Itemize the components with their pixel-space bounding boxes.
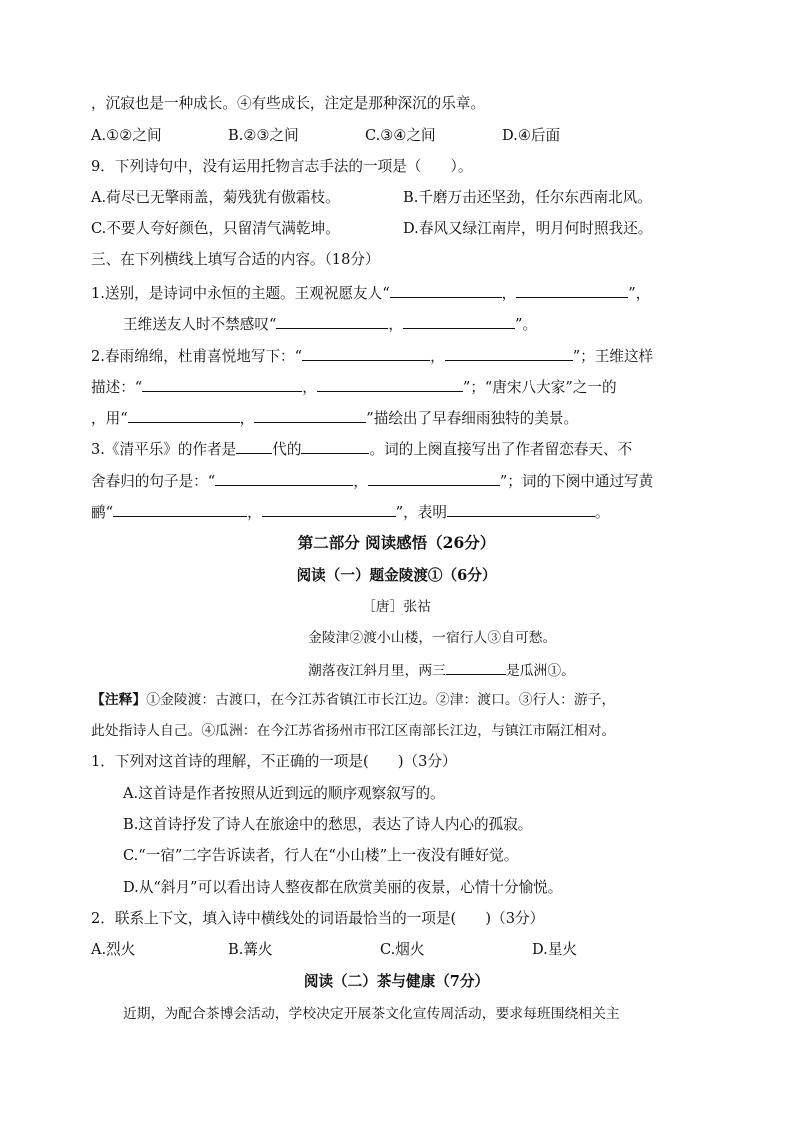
fill-q3-blank-5[interactable]: [447, 501, 595, 517]
q9-option-a[interactable]: A.荷尽已无擎雨盖，菊残犹有傲霜枝。: [91, 189, 340, 206]
fill-q2-blank-5[interactable]: [128, 407, 240, 423]
reading1-q1-option-d[interactable]: D.从“斜月”可以看出诗人整夜都在欣赏美丽的夜景，心情十分愉悦。: [123, 879, 563, 896]
fill-q3-blank-2[interactable]: [368, 470, 500, 486]
fill-q3-text-a: 3.《清平乐》的作者是: [91, 441, 237, 458]
fill-q2-line3: [91, 407, 578, 429]
fill-q1-text-e: ，: [388, 316, 404, 333]
reading1-poem-line1: 金陵津②渡小山楼，一宿行人③自可愁。: [308, 630, 557, 646]
fill-q2-text-i: ”描绘出了早春细雨独特的美景。: [366, 410, 579, 427]
note-text-1: ①金陵渡：古渡口，在今江苏省镇江市长江边。②津：渡口。③行人：游子，: [146, 692, 616, 708]
fill-q1-text-f: ”。: [515, 316, 538, 333]
reading1-title: 阅读（一）题金陵渡①（6分）: [296, 567, 497, 584]
reading1-note-line1: [91, 690, 615, 710]
q9-options-row2: [91, 219, 652, 239]
reading1-q2-option-d[interactable]: D.星火: [532, 941, 578, 958]
q8-option-b[interactable]: B.②③之间: [228, 127, 299, 144]
fill-q1-blank-3[interactable]: [276, 313, 388, 329]
fill-q2-text-e: ，: [302, 379, 317, 396]
fill-q2-line2: [91, 376, 617, 398]
fill-q3-text-e: ，: [353, 473, 368, 490]
reading1-q2-option-c[interactable]: C.烟火: [380, 941, 425, 958]
fill-q2-blank-1[interactable]: [302, 345, 430, 361]
reading1-q1-option-c[interactable]: C.“一宿”二字告诉读者，行人在“小山楼”上一夜没有睡好觉。: [123, 847, 519, 864]
reading2-title: 阅读（二）茶与健康（7分）: [303, 973, 490, 990]
reading1-q2-option-b[interactable]: B.篝火: [228, 941, 273, 958]
fill-q2-text-c: ”；王维这样: [572, 348, 654, 365]
fill-q1-blank-4[interactable]: [403, 313, 515, 329]
fill-q3-blank-dynasty[interactable]: [236, 438, 272, 454]
fill-q1-text-d: 王维送友人时不禁感叹“: [123, 316, 277, 333]
fill-q3-line1: [91, 438, 632, 460]
fill-q2-blank-2[interactable]: [445, 345, 573, 361]
fill-q1-blank-1[interactable]: [390, 282, 502, 298]
fill-q2-blank-4[interactable]: [317, 376, 463, 392]
fill-q3-text-j: 。: [594, 504, 610, 521]
fill-q2-text-h: ，: [239, 410, 255, 427]
reading1-q1-stem: 1．下列对这首诗的理解，不正确的一项是( )（3分）: [91, 753, 457, 770]
reading1-q2-options: [91, 940, 577, 960]
fill-q2-text-d: 描述：“: [91, 379, 143, 396]
q9-option-d[interactable]: D.春风又绿江南岸，明月何时照我还。: [403, 220, 653, 237]
fill-q3-text-f: ”；词的下阕中通过写黄: [499, 473, 654, 490]
poem-blank[interactable]: [446, 659, 506, 675]
fill-q3-blank-3[interactable]: [113, 501, 247, 517]
fill-q1-text-b: ，: [501, 285, 517, 302]
reading1-q2-option-a[interactable]: A.烈火: [91, 941, 136, 958]
fill-q3-blank-1[interactable]: [215, 470, 353, 486]
q8-options: [91, 126, 560, 146]
fill-q1-text-a: 1.送别，是诗词中永恒的主题。王观祝愿友人“: [91, 285, 390, 302]
fill-q1-line2: [123, 313, 537, 335]
note-label: 【注释】: [91, 692, 147, 708]
q8-continuation: ，沉寂也是一种成长。④有些成长，注定是那种深沉的乐章。: [91, 95, 486, 112]
q8-option-a[interactable]: A.①②之间: [91, 127, 162, 144]
fill-q3-text-h: ，: [247, 504, 262, 521]
fill-q2-text-a: 2.春雨绵绵，杜甫喜悦地写下：“: [91, 348, 303, 365]
fill-q3-line2: [91, 470, 653, 492]
q9-option-b[interactable]: B.千磨万击还坚劲，任尔东西南北风。: [403, 189, 652, 206]
fill-q3-blank-4[interactable]: [262, 501, 396, 517]
reading1-note-line2: 此处指诗人自己。④瓜洲：在今江苏省扬州市邗江区南部长江边，与镇江市隔江相对。: [91, 723, 616, 739]
fill-q3-text-i: ”，表明: [395, 504, 447, 521]
fill-q3-line3: [91, 501, 610, 523]
reading1-poem-line2: [308, 659, 575, 681]
part2-title: 第二部分 阅读感悟（26分）: [297, 533, 496, 552]
q9-stem: 9．下列诗句中，没有运用托物言志手法的一项是（ ）。: [91, 158, 473, 175]
q8-option-c[interactable]: C.③④之间: [365, 127, 436, 144]
fill-q1-text-c: ”，: [628, 285, 651, 302]
reading1-q1-option-a[interactable]: A.这首诗是作者按照从近到远的顺序观察叙写的。: [123, 785, 445, 802]
poem-line2-text-b: 是瓜洲①。: [505, 663, 575, 679]
fill-q1-line1: [91, 282, 650, 304]
fill-q2-text-f: ”；“唐宋八大家”之一的: [462, 379, 617, 396]
reading1-q1-option-b[interactable]: B.这首诗抒发了诗人在旅途中的愁思，表达了诗人内心的孤寂。: [123, 816, 533, 833]
fill-q2-text-b: ，: [430, 348, 445, 365]
q9-option-c[interactable]: C.不要人夸好颜色，只留清气满乾坤。: [91, 220, 340, 237]
fill-q2-text-g: ，用“: [91, 410, 128, 427]
fill-q2-blank-3[interactable]: [142, 376, 302, 392]
fill-q3-text-b: 代的: [272, 441, 302, 458]
poem-line2-text-a: 潮落夜江斜月里，两三: [308, 663, 446, 679]
fill-q2-line1: [91, 345, 653, 367]
fill-q3-text-c: 。词的上阕直接写出了作者留恋春天、不: [369, 441, 633, 458]
reading2-paragraph: 近期，为配合茶博会活动，学校决定开展茶文化宣传周活动，要求每班围绕相关主: [123, 1006, 620, 1022]
reading1-q2-stem: 2．联系上下文，填入诗中横线处的词语最恰当的一项是( )（3分）: [91, 910, 545, 927]
fill-q3-blank-author[interactable]: [301, 438, 369, 454]
fill-q2-blank-6[interactable]: [254, 407, 366, 423]
q9-options-row1: [91, 188, 652, 208]
fill-q3-text-g: 鹂“: [91, 504, 114, 521]
q8-option-d[interactable]: D.④后面: [502, 127, 561, 144]
fill-q3-text-d: 舍春归的句子是：“: [91, 473, 216, 490]
section3-title: 三、在下列横线上填写合适的内容。（18分）: [91, 251, 380, 268]
fill-q1-blank-2[interactable]: [516, 282, 628, 298]
reading1-author: ［唐］张祜: [362, 599, 431, 615]
